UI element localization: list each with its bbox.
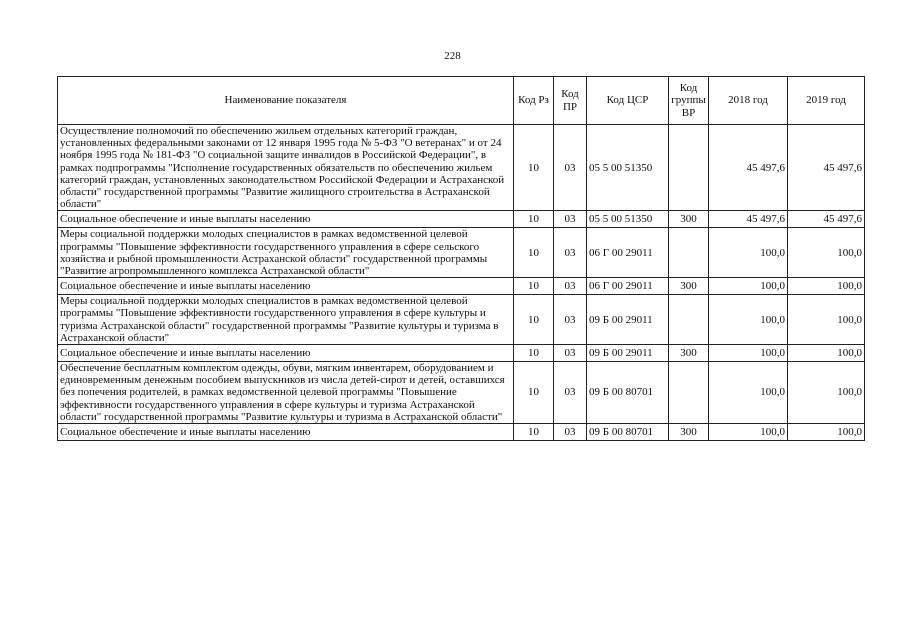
row-csr: 09 Б 00 80701	[587, 362, 669, 424]
budget-table	[57, 76, 865, 441]
table-row	[58, 362, 865, 424]
row-2018: 100,0	[709, 295, 788, 345]
row-2019: 100,0	[788, 278, 865, 295]
row-2019: 100,0	[788, 345, 865, 362]
row-2018: 45 497,6	[709, 211, 788, 228]
table-row	[58, 211, 865, 228]
header-csr: Код ЦСР	[587, 77, 669, 125]
header-2019: 2019 год	[788, 77, 865, 125]
row-vr	[669, 125, 709, 211]
row-pr: 03	[554, 345, 587, 362]
row-csr: 09 Б 00 29011	[587, 295, 669, 345]
row-csr: 09 Б 00 29011	[587, 345, 669, 362]
row-csr: 06 Г 00 29011	[587, 228, 669, 278]
row-vr	[669, 228, 709, 278]
header-pr: Код ПР	[554, 77, 587, 125]
row-2019: 100,0	[788, 228, 865, 278]
row-vr	[669, 362, 709, 424]
row-vr: 300	[669, 211, 709, 228]
row-pr: 03	[554, 424, 587, 441]
row-rz: 10	[514, 362, 554, 424]
table-row	[58, 278, 865, 295]
row-pr: 03	[554, 228, 587, 278]
header-vr: Код группы ВР	[669, 77, 709, 125]
header-rz: Код Рз	[514, 77, 554, 125]
row-pr: 03	[554, 211, 587, 228]
row-2019: 100,0	[788, 362, 865, 424]
row-2018: 100,0	[709, 228, 788, 278]
row-csr: 06 Г 00 29011	[587, 278, 669, 295]
row-vr: 300	[669, 424, 709, 441]
table-row	[58, 424, 865, 441]
row-pr: 03	[554, 278, 587, 295]
row-2019: 45 497,6	[788, 211, 865, 228]
row-pr: 03	[554, 125, 587, 211]
row-2019: 100,0	[788, 295, 865, 345]
row-pr: 03	[554, 362, 587, 424]
row-2018: 100,0	[709, 278, 788, 295]
row-rz: 10	[514, 345, 554, 362]
table-row	[58, 125, 865, 211]
table-row	[58, 228, 865, 278]
row-2019: 100,0	[788, 424, 865, 441]
row-vr	[669, 295, 709, 345]
row-name: Социальное обеспечение и иные выплаты населению	[58, 345, 514, 362]
row-vr: 300	[669, 345, 709, 362]
table-row	[58, 345, 865, 362]
row-name: Обеспечение бесплатным комплектом одежды, обуви, мягким инвентарем, оборудованием и единовременным денежным пособием выпускников из числа детей-сирот и детей, оставшихся без попечения родителей, в рамках ведомственной целевой программы "Повышение эффективности государственного управления в сфере культуры и туризма Астраханской области" государственной программы "Развитие культуры и туризма в Астраханской области"	[58, 362, 514, 424]
row-name: Меры социальной поддержки молодых специалистов в рамках ведомственной целевой программы "Повышение эффективности государственного управления в сфере культуры и туризма Астраханской области" государственной программы "Развитие культуры и туризма в Астраханской области"	[58, 295, 514, 345]
row-csr: 05 5 00 51350	[587, 125, 669, 211]
row-rz: 10	[514, 278, 554, 295]
row-name: Социальное обеспечение и иные выплаты населению	[58, 278, 514, 295]
row-2018: 100,0	[709, 424, 788, 441]
row-2018: 100,0	[709, 362, 788, 424]
row-name: Осуществление полномочий по обеспечению жильем отдельных категорий граждан, установленных федеральными законами от 12 января 1995 года № 5-ФЗ "О ветеранах" и от 24 ноября 1995 года № 181-ФЗ "О социальной защите инвалидов в Российской Федерации", в рамках подпрограммы "Исполнение государственных обязательств по обеспечению жильем категорий граждан, установленных законодательством Российской Федерации и Астраханской области" государственной программы "Развитие жилищного строительства в Астраханской области"	[58, 125, 514, 211]
row-name: Социальное обеспечение и иные выплаты населению	[58, 211, 514, 228]
row-2019: 45 497,6	[788, 125, 865, 211]
row-csr: 05 5 00 51350	[587, 211, 669, 228]
page-number: 228	[444, 50, 461, 62]
row-pr: 03	[554, 295, 587, 345]
row-rz: 10	[514, 125, 554, 211]
header-2018: 2018 год	[709, 77, 788, 125]
row-2018: 100,0	[709, 345, 788, 362]
table-row	[58, 295, 865, 345]
header-row	[58, 77, 865, 125]
row-rz: 10	[514, 295, 554, 345]
row-2018: 45 497,6	[709, 125, 788, 211]
row-name: Социальное обеспечение и иные выплаты населению	[58, 424, 514, 441]
header-name: Наименование показателя	[58, 77, 514, 125]
row-csr: 09 Б 00 80701	[587, 424, 669, 441]
row-rz: 10	[514, 211, 554, 228]
row-rz: 10	[514, 228, 554, 278]
row-name: Меры социальной поддержки молодых специалистов в рамках ведомственной целевой программы "Повышение эффективности государственного управления в сфере сельского хозяйства и рыбной промышленности Астраханской области" государственной программы "Развитие агропромышленного комплекса Астраханской области"	[58, 228, 514, 278]
row-vr: 300	[669, 278, 709, 295]
row-rz: 10	[514, 424, 554, 441]
